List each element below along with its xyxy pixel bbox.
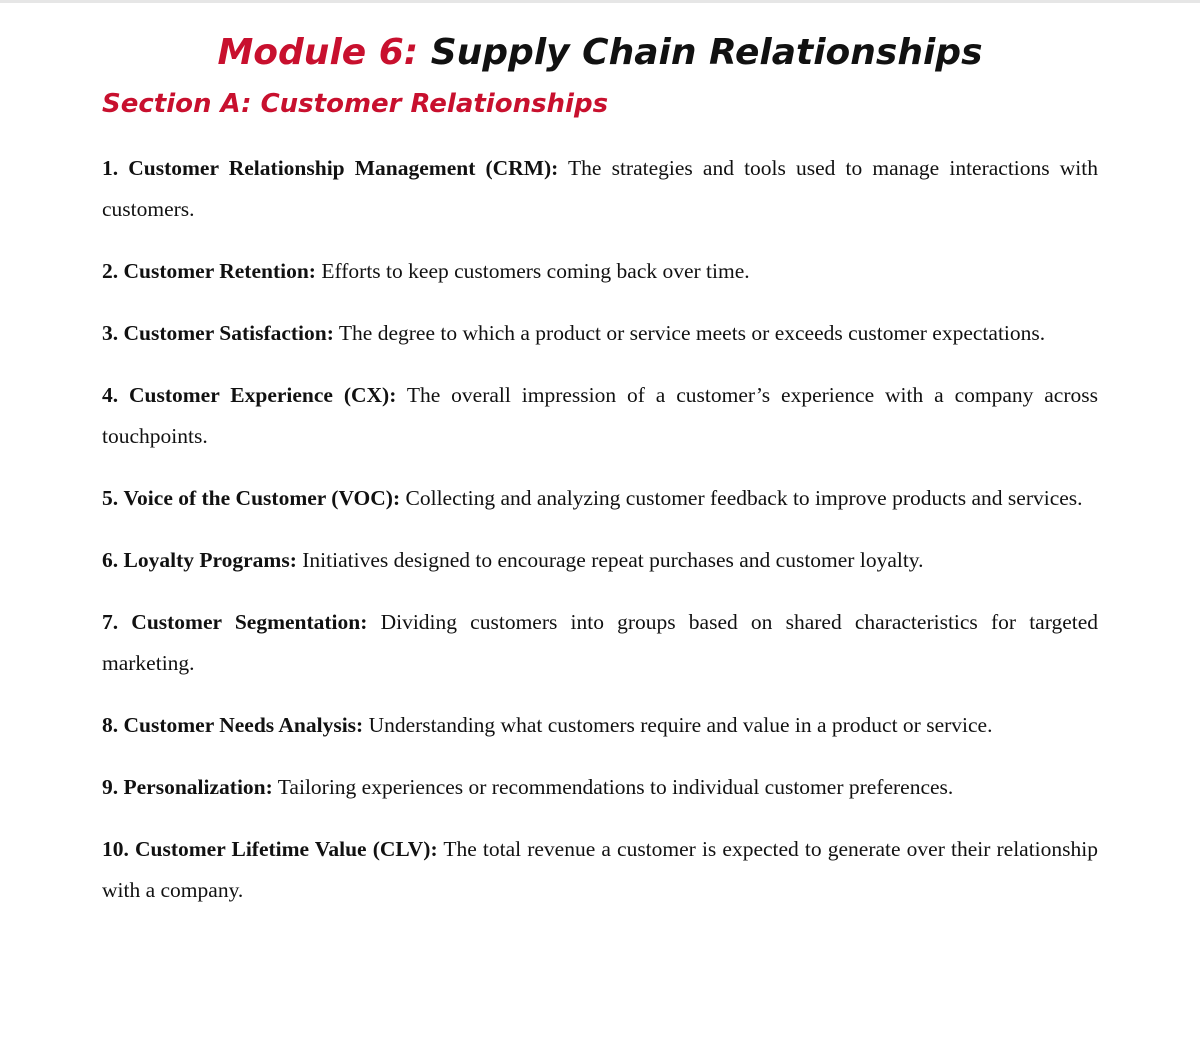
term-name: Customer Needs Analysis: bbox=[123, 713, 364, 737]
document-page bbox=[102, 28, 1098, 932]
page-top-border bbox=[0, 0, 1200, 3]
term-number: 8. bbox=[102, 713, 119, 737]
term-name: Customer Satisfaction: bbox=[123, 321, 334, 345]
module-title bbox=[102, 28, 1098, 78]
term-definition: The overall impression of a customer’s experience with a company across touchpoints. bbox=[102, 383, 1098, 448]
term-name: Voice of the Customer (VOC): bbox=[123, 486, 401, 510]
term-definition: Tailoring experiences or recommendations to individual customer preferences. bbox=[277, 775, 954, 799]
term-item bbox=[102, 251, 1098, 292]
term-definition: The total revenue a customer is expected to generate over their relationship with a company. bbox=[102, 837, 1098, 902]
term-item bbox=[102, 829, 1098, 911]
term-number: 5. bbox=[102, 486, 119, 510]
term-number: 1. bbox=[102, 156, 119, 180]
term-definition: Collecting and analyzing customer feedback to improve products and services. bbox=[405, 486, 1083, 510]
term-name: Customer Segmentation: bbox=[131, 610, 368, 634]
term-name: Customer Experience (CX): bbox=[129, 383, 397, 407]
term-number: 2. bbox=[102, 259, 119, 283]
term-number: 4. bbox=[102, 383, 119, 407]
term-item bbox=[102, 148, 1098, 230]
term-definition: Initiatives designed to encourage repeat purchases and customer loyalty. bbox=[302, 548, 924, 572]
section-title: Section A: Customer Relationships bbox=[102, 89, 609, 119]
term-item bbox=[102, 705, 1098, 746]
term-item bbox=[102, 478, 1098, 519]
term-item bbox=[102, 540, 1098, 581]
term-name: Loyalty Programs: bbox=[123, 548, 297, 572]
term-item bbox=[102, 602, 1098, 684]
term-definition: Understanding what customers require and value in a product or service. bbox=[368, 713, 993, 737]
term-name: Customer Lifetime Value (CLV): bbox=[135, 837, 438, 861]
term-definition: The strategies and tools used to manage interactions with customers. bbox=[102, 156, 1098, 221]
module-label: Module 6: bbox=[217, 32, 419, 73]
term-name: Customer Retention: bbox=[123, 259, 316, 283]
term-number: 3. bbox=[102, 321, 119, 345]
term-name: Personalization: bbox=[123, 775, 273, 799]
term-item bbox=[102, 375, 1098, 457]
term-item bbox=[102, 767, 1098, 808]
term-definition: Efforts to keep customers coming back over time. bbox=[321, 259, 750, 283]
term-number: 7. bbox=[102, 610, 119, 634]
term-item bbox=[102, 313, 1098, 354]
term-definition: The degree to which a product or service meets or exceeds customer expectations. bbox=[338, 321, 1046, 345]
term-number: 6. bbox=[102, 548, 119, 572]
term-number: 9. bbox=[102, 775, 119, 799]
term-name: Customer Relationship Management (CRM): bbox=[128, 156, 559, 180]
module-name: Supply Chain Relationships bbox=[430, 32, 983, 73]
term-number: 10. bbox=[102, 837, 129, 861]
terms-list bbox=[102, 148, 1098, 911]
term-definition: Dividing customers into groups based on shared characteristics for targeted marketing. bbox=[102, 610, 1099, 675]
